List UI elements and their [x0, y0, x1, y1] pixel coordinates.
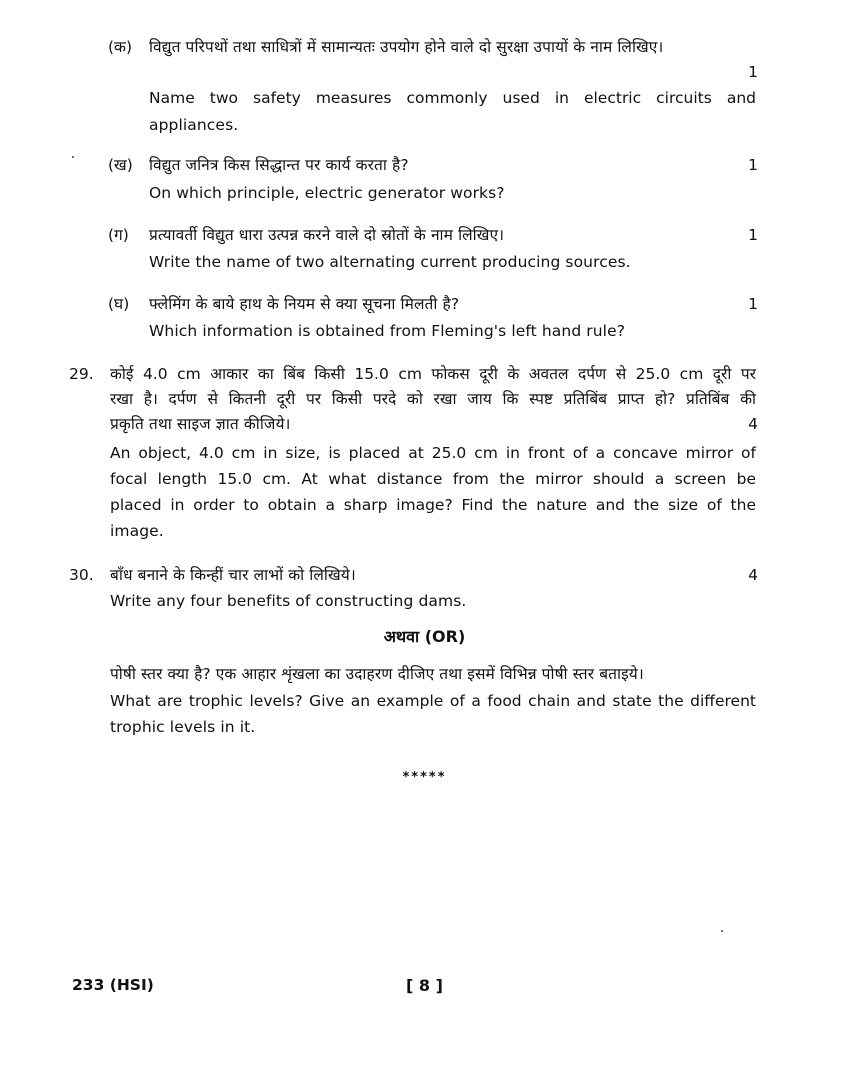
scan-speck — [721, 930, 723, 932]
question-29-english-line4: image. — [110, 522, 164, 540]
question-number-29: 29. — [69, 365, 94, 383]
question-kha-hindi: विद्युत जनित्र किस सिद्धान्त पर कार्य करता है? — [149, 156, 409, 174]
subquestion-label-kha: (ख) — [108, 156, 133, 174]
subquestion-label-gha: (घ) — [108, 295, 130, 313]
question-gha-english: Which information is obtained from Fleming's left hand rule? — [149, 322, 626, 340]
question-29-english-line3: placed in order to obtain a sharp image? Find the nature and the size of the — [110, 496, 756, 514]
marks-29: 4 — [748, 415, 758, 433]
marks-30: 4 — [748, 566, 758, 584]
page-number: [ 8 ] — [406, 976, 443, 995]
question-ka-english-line2: appliances. — [149, 116, 239, 134]
question-30-or-english-line2: trophic levels in it. — [110, 718, 256, 736]
question-gha-hindi: फ्लेमिंग के बाये हाथ के नियम से क्या सूचना मिलती है? — [149, 295, 460, 313]
marks-gha: 1 — [748, 295, 758, 313]
marks-ka: 1 — [748, 63, 758, 81]
question-30-or-hindi: पोषी स्तर क्या है? एक आहार शृंखला का उदाहरण दीजिए तथा इसमें विभिन्न पोषी स्तर बताइये। — [110, 665, 644, 683]
question-number-30: 30. — [69, 566, 94, 584]
or-separator: अथवा (OR) — [383, 627, 466, 646]
subquestion-label-ka: (क) — [108, 38, 132, 56]
paper-code: 233 (HSI) — [72, 976, 154, 994]
question-30-hindi: बाँध बनाने के किन्हीं चार लाभों को लिखिये। — [110, 566, 356, 584]
end-of-paper-marker: ***** — [402, 770, 447, 785]
question-29-english-line1: An object, 4.0 cm in size, is placed at 25.0 cm in front of a concave mirror of — [110, 444, 756, 462]
question-29-hindi-line2: रखा है। दर्पण से कितनी दूरी पर किसी परदे को रखा जाय कि स्पष्ट प्रतिबिंब प्राप्त हो? प्रतिबिंब की — [110, 390, 756, 408]
marks-kha: 1 — [748, 156, 758, 174]
question-ka-hindi: विद्युत परिपथों तथा साधित्रों में सामान्यतः उपयोग होने वाले दो सुरक्षा उपायों के नाम लिखिए। — [149, 38, 664, 56]
marks-ga: 1 — [748, 226, 758, 244]
scan-speck — [72, 156, 74, 158]
question-30-english: Write any four benefits of constructing dams. — [110, 592, 467, 610]
question-kha-english: On which principle, electric generator works? — [149, 184, 505, 202]
question-29-english-line2: focal length 15.0 cm. At what distance from the mirror should a screen be — [110, 470, 756, 488]
question-29-hindi-line3: प्रकृति तथा साइज ज्ञात कीजिये। — [110, 415, 291, 433]
question-ga-english: Write the name of two alternating current producing sources. — [149, 253, 631, 271]
subquestion-label-ga: (ग) — [108, 226, 129, 244]
question-29-hindi-line1: कोई 4.0 cm आकार का बिंब किसी 15.0 cm फोकस दूरी के अवतल दर्पण से 25.0 cm दूरी पर — [110, 365, 756, 383]
question-ka-english-line1: Name two safety measures commonly used in electric circuits and — [149, 89, 756, 107]
question-ga-hindi: प्रत्यावर्ती विद्युत धारा उत्पन्न करने वाले दो स्रोतों के नाम लिखिए। — [149, 226, 505, 244]
question-30-or-english-line1: What are trophic levels? Give an example of a food chain and state the different — [110, 692, 756, 710]
